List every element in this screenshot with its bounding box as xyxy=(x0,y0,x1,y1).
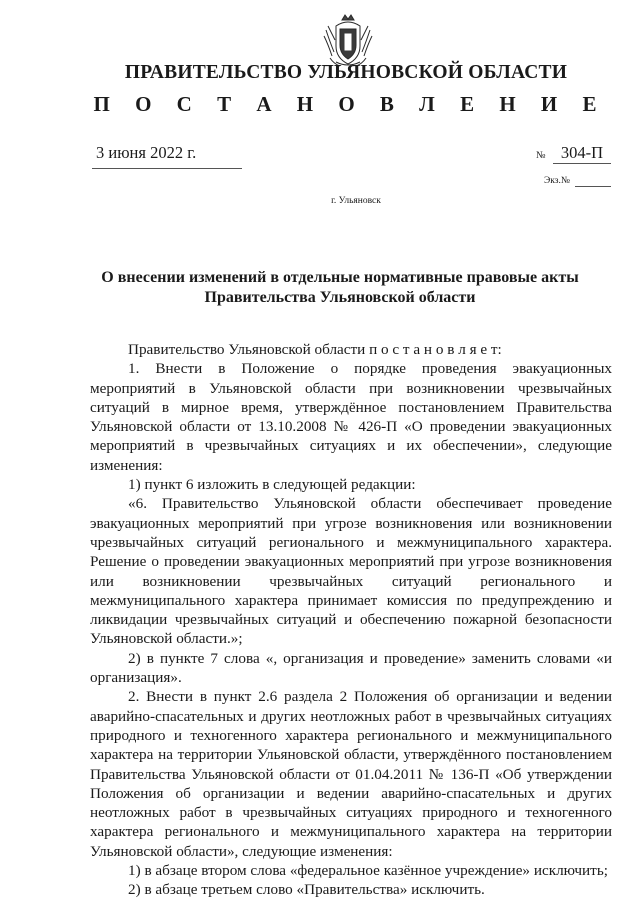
document-heading xyxy=(40,268,640,308)
date-underline xyxy=(92,168,242,169)
body-paragraph: Правительство Ульяновской области п о с т а н о в л я е т: xyxy=(128,341,502,358)
body-paragraph: 2) в пункте 7 слова «, организация и проведение» заменить словами «и организация». xyxy=(90,649,612,687)
heading-line-2: Правительства Ульяновской области xyxy=(204,289,476,306)
document-number: 304-П xyxy=(553,143,611,164)
document-type-title: П О С Т А Н О В Л Е Н И Е xyxy=(93,92,607,116)
number-label: № xyxy=(536,150,546,161)
document-date: 3 июня 2022 г. xyxy=(96,143,197,162)
body-paragraph: 2. Внести в пункт 2.6 раздела 2 Положения об организации и ведении аварийно-спасательных и других неотложных работ в чрезвычайных ситуациях природного и техногенного характера регионального и межмуниципального характера на территории Ульяновской области, утверждённого постановлением Правительства Ульяновской области от 01.04.2011 № 136-П «Об утверждении Положения об организации и ведении аварийно-спасательных и других неотложных работ в чрезвычайных ситуациях природного и техногенного характера регионального и межмуниципального характера на территории Ульяновской области», следующие изменения: xyxy=(90,688,612,860)
document-body xyxy=(90,340,612,900)
city-name: г. Ульяновск xyxy=(331,196,381,206)
heading-line-1: О внесении изменений в отдельные нормативные правовые акты xyxy=(101,269,579,286)
body-paragraph: 2) в абзаце третьем слово «Правительства» исключить. xyxy=(128,881,485,899)
body-paragraph: 1) пункт 6 изложить в следующей редакции: xyxy=(128,476,416,494)
copy-number-label: Экз.№ xyxy=(544,176,570,186)
body-paragraph: «6. Правительство Ульяновской области обеспечивает проведение эвакуационных мероприятий при угрозе возникновения или возникновении чрезвычайных ситуаций регионального и межмуниципального характера. Решение о проведении эвакуационных мероприятий при угрозе возникновения или возникновении чрезвычайных ситуаций регионального и межмуниципального характера принимает комиссия по предупреждению и ликвидации чрезвычайных ситуаций и обеспечению пожарной безопасности Ульяновской области.»; xyxy=(90,495,612,648)
body-paragraph: 1. Внести в Положение о порядке проведения эвакуационных мероприятий в Ульяновской области при возникновении чрезвычайных ситуаций в мирное время, утверждённое постановлением Правительства Ульяновской области от 13.10.2008 № 426-П «О проведении эвакуационных мероприятий в чрезвычайных ситуациях и их обеспечении», следующие изменения: xyxy=(90,360,612,474)
government-name: ПРАВИТЕЛЬСТВО УЛЬЯНОВСКОЙ ОБЛАСТИ xyxy=(124,62,568,83)
copy-number-line xyxy=(575,186,611,187)
body-paragraph: 1) в абзаце втором слова «федеральное казённое учреждение» исключить; xyxy=(128,862,608,880)
